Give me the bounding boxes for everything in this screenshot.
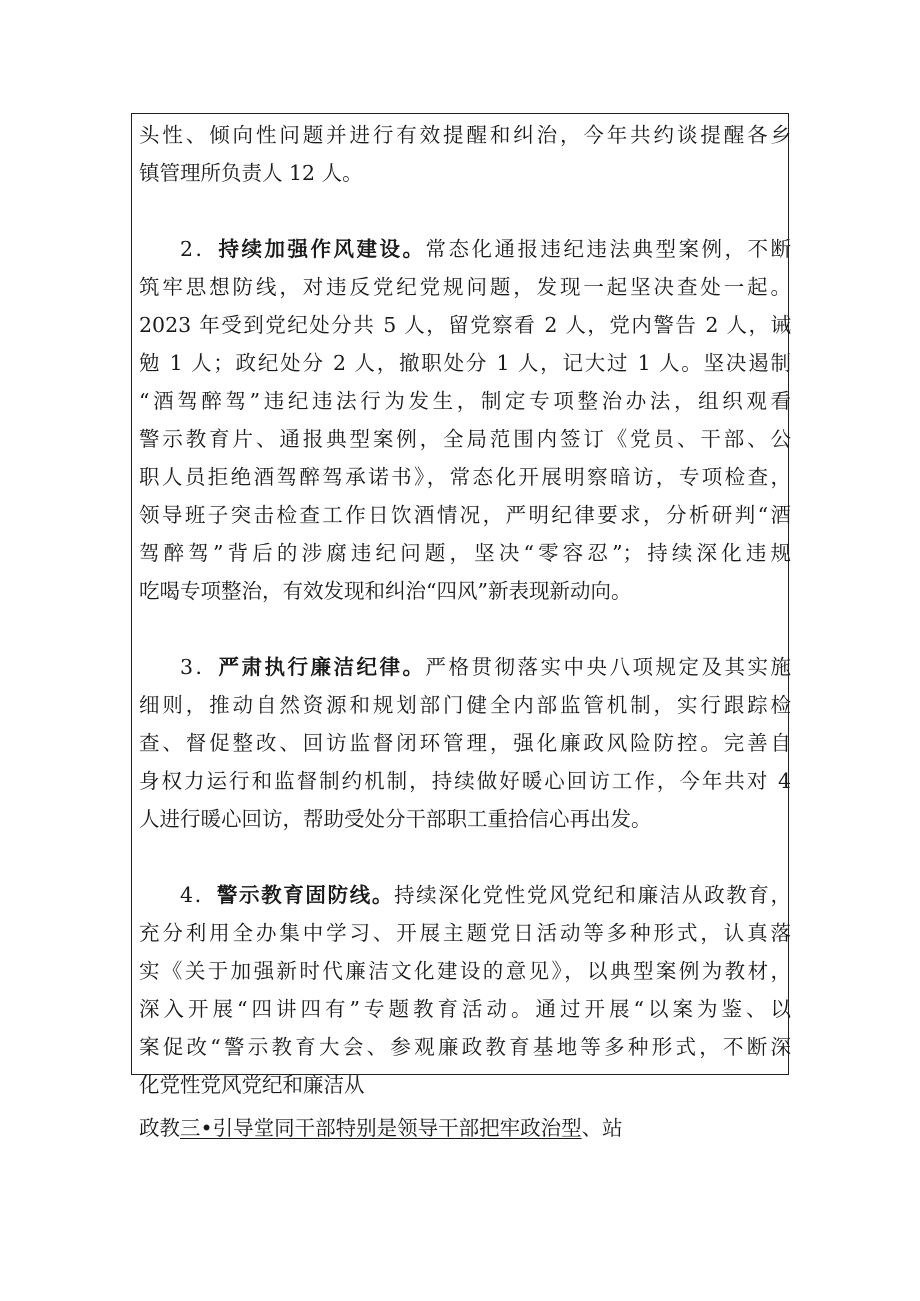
text-line: 职人员拒绝酒驾醉驾承诺书》，常态化开展明察暗访，专项检查， xyxy=(139,465,791,489)
text-line: 勉 1 人；政纪处分 2 人，撤职处分 1 人，记大过 1 人。坚决遏制 xyxy=(139,351,791,375)
section-2 xyxy=(139,230,791,610)
text-line: 镇管理所负责人 12 人。 xyxy=(139,161,363,185)
text-line: 头性、倾向性问题并进行有效提醒和纠治，今年共约谈提醒各乡 xyxy=(139,123,791,147)
text-line: 充分利用全办集中学习、开展主题党日活动等多种形式，认真落 xyxy=(139,921,791,945)
text-line: 查、督促整改、回访监督闭环管理，强化廉政风险防控。完善自 xyxy=(139,731,791,755)
text-line: “酒驾醉驾”违纪违法行为发生，制定专项整治办法，组织观看 xyxy=(139,389,791,413)
text-line: 实《关于加强新时代廉洁文化建设的意见》，以典型案例为教材， xyxy=(139,959,791,983)
footer-suffix: 、站 xyxy=(581,1116,623,1140)
section-heading: 持续加强作风建设。 xyxy=(218,237,426,261)
section-number: 3． xyxy=(180,655,219,679)
text-line: 驾醉驾”背后的涉腐违纪问题，坚决“零容忍”；持续深化违规 xyxy=(139,541,791,565)
section-text: 常态化通报违纪违法典型案例，不断 xyxy=(425,237,792,261)
section-first-line xyxy=(139,876,791,914)
section-number: 2． xyxy=(180,237,219,261)
document-body xyxy=(139,116,791,1104)
section-number: 4． xyxy=(180,883,217,907)
text-line: 细则，推动自然资源和规划部门健全内部监管机制，实行跟踪检 xyxy=(139,693,791,717)
section-heading: 警示教育固防线。 xyxy=(216,883,395,907)
text-line: 身权力运行和监督制约机制，持续做好暖心回访工作，今年共对 4 xyxy=(139,769,791,793)
section-text: 严格贯彻落实中央八项规定及其实施 xyxy=(425,655,792,679)
text-line: 化党性党风党纪和廉洁从 xyxy=(139,1073,365,1097)
section-first-line xyxy=(139,648,791,686)
footer-underlined-text: 三•引导堂同干部特别是领导干部把牢政治型 xyxy=(180,1116,582,1140)
text-line: 深入开展“四讲四有”专题教育活动。通过开展“以案为鉴、以 xyxy=(139,997,791,1021)
footer-prefix: 政教 xyxy=(139,1116,180,1140)
text-line: 吃喝专项整治，有效发现和纠治“四风”新表现新动向。 xyxy=(139,579,632,603)
section-first-line xyxy=(139,230,791,268)
text-line: 筑牢思想防线，对违反党纪党规问题，发现一起坚决查处一起。 xyxy=(139,275,791,299)
text-line: 领导班子突击检查工作日饮酒情况，严明纪律要求，分析研判“酒 xyxy=(139,503,791,527)
section-3 xyxy=(139,648,791,838)
section-text: 持续深化党性党风党纪和廉洁从政教育， xyxy=(394,883,792,907)
text-line: 案促改“警示教育大会、参观廉政教育基地等多种形式，不断深 xyxy=(139,1035,791,1059)
text-line: 人进行暖心回访，帮助受处分干部职工重拾信心再出发。 xyxy=(139,807,652,831)
footer-line xyxy=(139,1109,623,1147)
section-4 xyxy=(139,876,791,1104)
section-heading: 严肃执行廉洁纪律。 xyxy=(218,655,426,679)
text-line: 2023 年受到党纪处分共 5 人，留党察看 2 人，党内警告 2 人，诫 xyxy=(139,313,791,337)
text-line: 警示教育片、通报典型案例，全局范围内签订《党员、干部、公 xyxy=(139,427,791,451)
intro-paragraph xyxy=(139,116,791,192)
